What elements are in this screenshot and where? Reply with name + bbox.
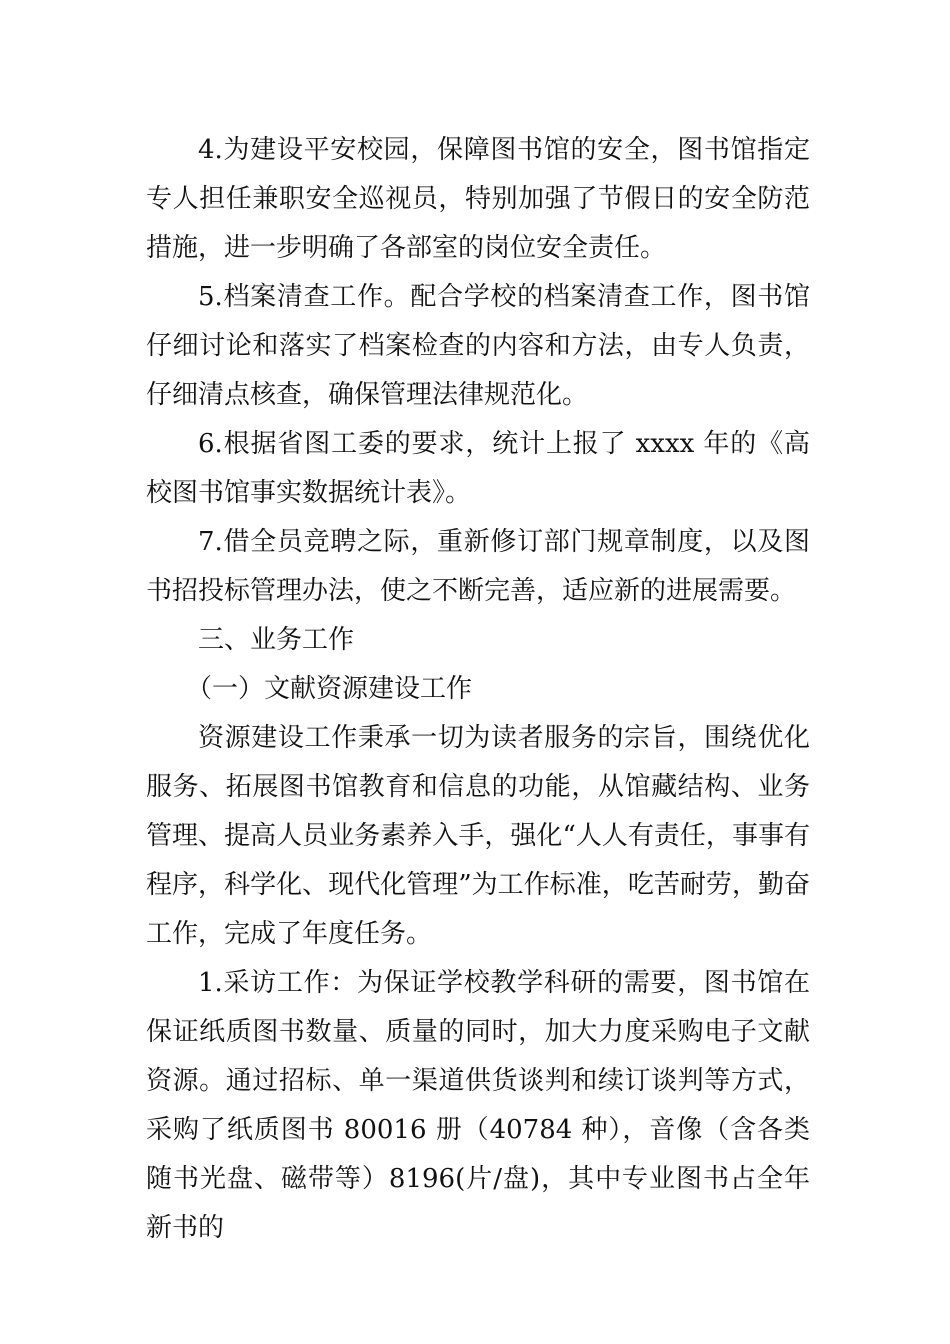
document-body (146, 126, 810, 1253)
paragraph-item-6: 6.根据省图工委的要求，统计上报了 xxxx 年的《高校图书馆事实数据统计表》。 (146, 429, 810, 508)
paragraph-item-5: 5.档案清查工作。配合学校的档案清查工作，图书馆仔细讨论和落实了档案检查的内容和方法，由专人负责，仔细清点核查，确保管理法律规范化。 (146, 282, 810, 410)
paragraph-acquisition: 1.采访工作：为保证学校教学科研的需要，图书馆在保证纸质图书数量、质量的同时，加大力度采购电子文献资源。通过招标、单一渠道供货谈判和续订谈判等方式，采购了纸质图书 80016 册（40784 种），音像（含各类随书光盘、磁带等）8196(片/盘)，其中专业图书占全年新书的 (146, 968, 810, 1243)
subsection-heading: （一）文献资源建设工作 (186, 674, 473, 704)
paragraph-resource-building: 资源建设工作秉承一切为读者服务的宗旨，围绕优化服务、拓展图书馆教育和信息的功能，从馆藏结构、业务管理、提高人员业务素养入手，强化“人人有责任，事事有程序，科学化、现代化管理”为工作标准，吃苦耐劳，勤奋工作，完成了年度任务。 (146, 723, 810, 949)
paragraph-item-4: 4.为建设平安校园，保障图书馆的安全，图书馆指定专人担任兼职安全巡视员，特别加强了节假日的安全防范措施，进一步明确了各部室的岗位安全责任。 (146, 135, 810, 263)
section-heading: 三、业务工作 (198, 625, 355, 655)
paragraph-item-7: 7.借全员竞聘之际，重新修订部门规章制度，以及图书招投标管理办法，使之不断完善，适应新的进展需要。 (146, 527, 810, 606)
